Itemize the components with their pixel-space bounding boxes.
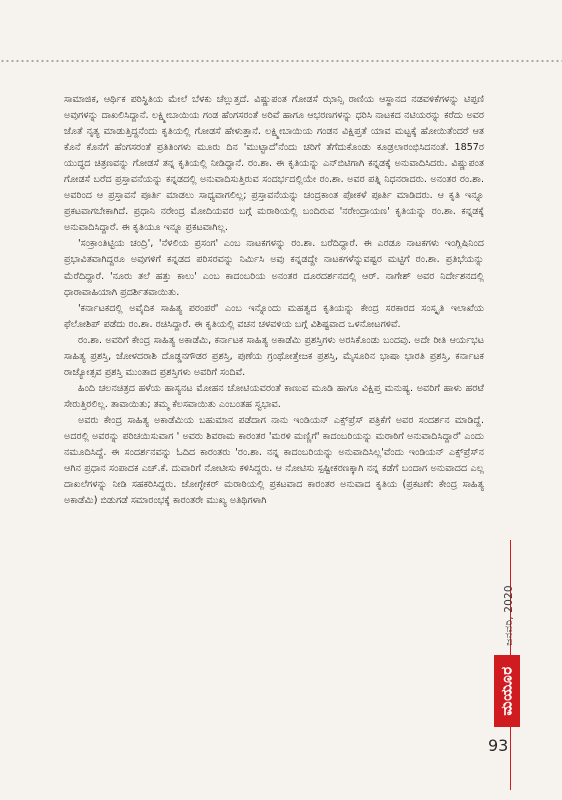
paragraph-3: 'ಕರ್ನಾಟಕದಲ್ಲಿ ಅವೈದಿಕ ಸಾಹಿತ್ಯ ಪರಂಪರೆ' ಎಂಬ ಇನ್ನೊಂದು ಮಹತ್ವದ ಕೃತಿಯನ್ನು ಕೇಂದ್ರ ಸರಕಾರದ ಸಂಸ್ಕೃತಿ ಇಲಾಖೆಯ ಫೆಲೋಶಿಪ್ ಪಡೆದು ರಂ.ಶಾ. ರಚಿಸಿದ್ದಾರೆ. ಈ ಕೃತಿಯಲ್ಲಿ ವಚನ ಚಳವಳಿಯ ಬಗ್ಗೆ ವಿಶಿಷ್ಟವಾದ ಒಳನೋಟಗಳಿವೆ.: [64, 302, 484, 330]
dotted-divider: [0, 58, 562, 64]
paragraph-6: ಅವರು ಕೇಂದ್ರ ಸಾಹಿತ್ಯ ಅಕಾಡೆಮಿಯ ಬಹುಮಾನ ಪಡೆದಾಗ ನಾನು ಇಂಡಿಯನ್ ಎಕ್ಸ್‌ಪ್ರೆಸ್ ಪತ್ರಿಕೆಗೆ ಅವರ ಸಂದರ್ಶನ ಮಾಡಿದ್ದೆ. ಅದರಲ್ಲಿ ಅವರನ್ನು ಪರಿಚಯಿಸುವಾಗ ' ಅವರು ಶಿವರಾಮ ಕಾರಂತರ 'ಮರಳಿ ಮಣ್ಣಿಗೆ' ಕಾದಂಬರಿಯನ್ನು ಮರಾಠಿಗೆ ಅನುವಾದಿಸಿದ್ದಾರೆ' ಎಂದು ನಮೂದಿಸಿದ್ದೆ. ಈ ಸಂದರ್ಶನವನ್ನು ಓದಿದ ಕಾರಂತರು 'ರಂ.ಶಾ. ನನ್ನ ಕಾದಂಬರಿಯನ್ನು ಅನುವಾದಿಸಿಲ್ಲ'ವೆಂದು ಇಂಡಿಯನ್ ಎಕ್ಸ್‌ಪ್ರೆಸ್‌ನ ಆಗಿನ ಪ್ರಧಾನ ಸಂಪಾದಕ ಎಚ್.ಕೆ. ದುವಾರಿಗೆ ನೋಟೀಸು ಕಳಿಸಿದ್ದರು. ಆ ನೋಟಿಸು ಸ್ಪಷ್ಟೀಕರಣಕ್ಕಾಗಿ ನನ್ನ ಕಡೆಗೆ ಬಂದಾಗ ಅನುವಾದದ ಎಲ್ಲ ದಾಖಲೆಗಳನ್ನು ನೀಡಿ ಸಹಕರಿಸಿದ್ದರು. ಜೋಗ್ಳೇಕರ್ ಮರಾಠಿಯಲ್ಲಿ ಪ್ರಕಟವಾದ ಕಾರಂತರ ಅನುವಾದ ಕೃತಿಯ (ಪ್ರಕಟಣೆ: ಕೇಂದ್ರ ಸಾಹಿತ್ಯ ಅಕಾಡೆಮಿ) ಬಿಡುಗಡೆ ಸಮಾರಂಭಕ್ಕೆ ಕಾರಂತರೇ ಮುಖ್ಯ ಅತಿಥಿಗಳಾಗಿ: [64, 414, 484, 507]
article-body: [64, 92, 484, 509]
paragraph-5: ಹಿಂದಿ ಚಲನಚಿತ್ರದ ಹಳೆಯ ಹಾಸ್ಯನಟ ಮೋಹನ ಚೋಟಿಯವರಂತೆ ಕಾಣುವ ಮೂಡಿ ಹಾಗೂ ವಿಕ್ಷಿಪ್ತ ಮನುಷ್ಯ. ಅವರಿಗೆ ಹಾಳು ಹರಟೆ ಸೇರುತ್ತಿರಲಿಲ್ಲ. ತಾವಾಯಿತು; ತಮ್ಮ ಕೆಲಸವಾಯಿತು ಎಂಬಂತಹ ಸ್ವಭಾವ.: [64, 382, 484, 410]
magazine-logo: [494, 655, 520, 727]
issue-date: [500, 570, 518, 660]
paragraph-4: ರಂ.ಶಾ. ಅವರಿಗೆ ಕೇಂದ್ರ ಸಾಹಿತ್ಯ ಅಕಾಡೆಮಿ, ಕರ್ನಾಟಕ ಸಾಹಿತ್ಯ ಅಕಾಡೆಮಿ ಪ್ರಶಸ್ತಿಗಳು ಅರಸಿಕೊಂಡು ಬಂದವು. ಅದೇ ರೀತಿ ಆರ್ಯಭಟ ಸಾಹಿತ್ಯ ಪ್ರಶಸ್ತಿ, ಜೋಳದರಾಶಿ ದೊಡ್ಡನಗೌಡರ ಪ್ರಶಸ್ತಿ, ಪುಣೆಯ ಗ್ರಂಥೋತ್ತೇಜಕ ಪ್ರಶಸ್ತಿ, ಮೈಸೂರಿನ ಭಾಷಾ ಭಾರತಿ ಪ್ರಶಸ್ತಿ, ಕರ್ನಾಟಕ ರಾಜ್ಯೋತ್ಸವ ಪ್ರಶಸ್ತಿ ಮುಂತಾದ ಪ್ರಶಸ್ತಿಗಳು ಅವರಿಗೆ ಸಂದಿವೆ.: [64, 334, 484, 378]
paragraph-1: ಸಾಮಾಜಿಕ, ಆರ್ಥಿಕ ಪರಿಸ್ಥಿತಿಯ ಮೇಲೆ ಬೆಳಕು ಚೆಲ್ಲುತ್ತದೆ. ವಿಷ್ಣುಪಂತ ಗೋಡಸೆ ಝಾನ್ಸಿ ರಾಣಿಯ ಆಸ್ಥಾನದ ನಡವಳಿಕೆಗಳನ್ನು ಟಿಪ್ಪಣಿ ಅವುಗಳನ್ನು ದಾಖಲಿಸಿದ್ದಾನೆ. ಲಕ್ಷ್ಮೀಬಾಯಿಯ ಗಂಡ ಹೆಂಗಸರಂತೆ ಅರಿವೆ ಹಾಗೂ ಆಭರಣಗಳನ್ನು ಧರಿಸಿ ನಾಟಕದ ನಟಿಯರನ್ನು ಕರೆದು ಅವರ ಜೊತೆ ನೃತ್ಯ ಮಾಡುತ್ತಿದ್ದನೆಂದು ಕೃತಿಯಲ್ಲಿ ಗೋಡಸೆ ಹೇಳುತ್ತಾನೆ. ಲಕ್ಷ್ಮೀಬಾಯಿಯ ಗಂಡನ ವಿಕ್ಷಿಪ್ತತೆ ಯಾವ ಮಟ್ಟಕ್ಕೆ ಹೋಯಿತೆಂದರೆ ಆತ ಕೊನೆ ಕೊನೆಗೆ ಹೆಂಗಸರಂತೆ ಪ್ರತಿತಿಂಗಳು ಮೂರು ದಿನ 'ಮುಟ್ಟಾದೆ'ನೆಂದು ಚರಿಗೆ ತೆಗೆದುಕೊಂಡು ಕೂಡ್ರಲಾರಂಭಿಸಿದನಂತೆ. 1857ರ ಯುದ್ಧದ ಚಿತ್ರಣವನ್ನು ಗೋಡಸೆ ತನ್ನ ಕೃತಿಯಲ್ಲಿ ನೀಡಿದ್ದಾನೆ. ರಂ.ಶಾ. ಈ ಕೃತಿಯನ್ನು ಎನ್‌ಬಿಟಿಗಾಗಿ ಕನ್ನಡಕ್ಕೆ ಅನುವಾದಿಸಿದರು. ವಿಷ್ಣುಪಂತ ಗೋಡಸೆ ಬರೆದ ಪ್ರಸ್ತಾವನೆಯನ್ನು ಕನ್ನಡದಲ್ಲಿ ಅನುವಾದಿಸುತ್ತಿರುವ ಸಂದರ್ಭದಲ್ಲಿಯೇ ರಂ.ಶಾ. ಅವರ ಪತ್ನಿ ನಿಧನರಾದರು. ಅನಂತರ ರಂ.ಶಾ. ಅವರಿಂದ ಆ ಪ್ರಸ್ತಾವನೆ ಪೂರ್ತಿ ಮಾಡಲು ಸಾಧ್ಯವಾಗಲಿಲ್ಲ; ಪ್ರಸ್ತಾವನೆಯನ್ನು ಚಂದ್ರಕಾಂತ ಪೋಕಳೆ ಪೂರ್ತಿ ಮಾಡಿದರು. ಆ ಕೃತಿ ಇನ್ನೂ ಪ್ರಕಟವಾಗಬೇಕಾಗಿದೆ. ಪ್ರಧಾನಿ ನರೇಂದ್ರ ಮೋದಿಯವರ ಬಗ್ಗೆ ಮರಾಠಿಯಲ್ಲಿ ಬಂದಿರುವ 'ನರೇಂದ್ರಾಯಣ' ಕೃತಿಯನ್ನು ರಂ.ಶಾ. ಕನ್ನಡಕ್ಕೆ ಅನುವಾದಿಸಿದ್ದಾರೆ. ಈ ಕೃತಿಯೂ ಇನ್ನೂ ಪ್ರಕಟವಾಗಿಲ್ಲ.: [64, 94, 484, 234]
issue-date-text: ಜನವರಿ, 2020: [502, 584, 515, 646]
paragraph-2: 'ಸಂಕ್ರಾಂತಿಟ್ಟಿಯ ಚಂದ್ರಿ', 'ನೆಳಲಿಯ ಪ್ರಸಂಗ' ಎಂಬ ನಾಟಕಗಳನ್ನು ರಂ.ಶಾ. ಬರೆದಿದ್ದಾರೆ. ಈ ಎರಡೂ ನಾಟಕಗಳು ಇಂಗ್ಲಿಷಿನಿಂದ ಪ್ರಭಾವಿತವಾಗಿದ್ದರೂ ಅವುಗಳಿಗೆ ಕನ್ನಡದ ಪರಿಸರವನ್ನು ನಿರ್ಮಿಸಿ ಅವು ಕನ್ನಡದ್ದೇ ನಾಟಕಗಳೆನ್ನುವಷ್ಟರ ಮಟ್ಟಿಗೆ ರಂ.ಶಾ. ಪ್ರತಿಭೆಯನ್ನು ಮೆರೆದಿದ್ದಾರೆ. 'ನೂರು ತಲೆ ಹತ್ತು ಕಾಲು' ಎಂಬ ಕಾದಂಬರಿಯ ಅನಂತರ ದೂರದರ್ಶನದಲ್ಲಿ ಆರ್. ನಾಗೇಶ್ ಅವರ ನಿರ್ದೇಶನದಲ್ಲಿ ಧಾರಾವಾಹಿಯಾಗಿ ಪ್ರದರ್ಶಿತವಾಯಿತು.: [64, 238, 484, 298]
magazine-logo-text: ಮಯೂರ: [498, 666, 516, 716]
page-number: 93: [488, 736, 509, 755]
